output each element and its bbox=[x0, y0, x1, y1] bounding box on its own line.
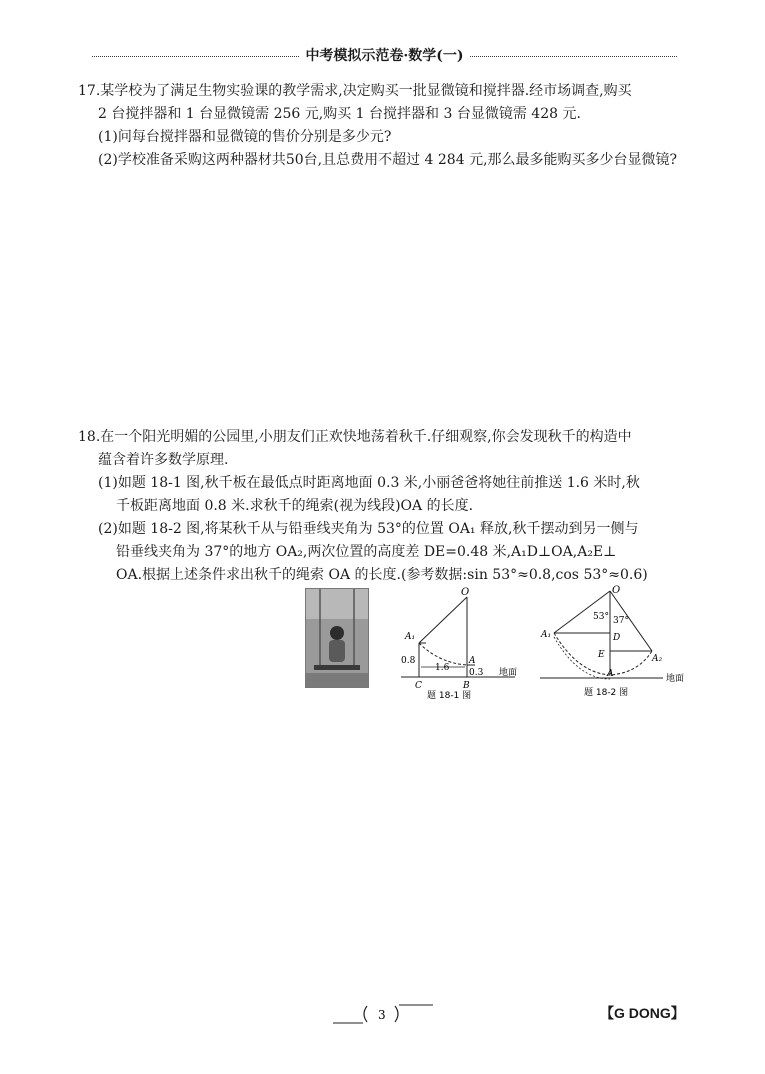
question-17 bbox=[78, 80, 698, 172]
figure-18-2 bbox=[538, 585, 700, 699]
q17-sub-2: (2)学校准备采购这两种器材共50台,且总费用不超过 4 284 元,那么最多能购买多少台显微镜? bbox=[98, 152, 678, 168]
header-dots-left bbox=[92, 56, 299, 57]
fig2-label-37: 37° bbox=[613, 616, 629, 626]
fig2-label-A1: A₁ bbox=[541, 630, 552, 640]
page-number bbox=[333, 1003, 433, 1025]
fig1-label-A1: A₁ bbox=[405, 632, 416, 642]
q18-sub-1-line-2: 千板距离地面 0.8 米.求秋千的绳索(视为线段)OA 的长度. bbox=[116, 498, 474, 514]
q18-line-2: 蕴含着许多数学原理. bbox=[98, 452, 229, 468]
fig1-label-ground: 地面 bbox=[499, 668, 518, 678]
q18-sub-2-line-3: OA.根据上述条件求出秋千的绳索 OA 的长度.(参考数据:sin 53°≈0.8,cos 53°≈0.6) bbox=[116, 567, 648, 583]
fig2-label-A: A bbox=[607, 669, 614, 679]
q18-sub-1-line-1: (1)如题 18-1 图,秋千板在最低点时距离地面 0.3 米,小丽爸爸将她往前推送 1.6 米时,秋 bbox=[98, 475, 640, 491]
q18-line-1: 18.在一个阳光明媚的公园里,小朋友们正欢快地荡着秋千.仔细观察,你会发现秋千的构造中 bbox=[78, 429, 632, 445]
swing-photo bbox=[305, 588, 369, 688]
fig1-label-B: B bbox=[463, 681, 470, 691]
header-title: 中考模拟示范卷·数学(一) bbox=[305, 48, 464, 64]
fig2-caption: 题 18-2 图 bbox=[584, 688, 629, 698]
fig1-label-16: 1.6 bbox=[435, 663, 450, 673]
q17-line-1: 17.某学校为了满足生物实验课的教学需求,决定购买一批显微镜和搅拌器.经市场调查,购买 bbox=[78, 83, 632, 99]
fig2-label-A2: A₂ bbox=[652, 654, 663, 664]
brand-mark: 【G DONG】 bbox=[600, 1005, 685, 1021]
q18-sub-2-line-2: 铅垂线夹角为 37°的地方 OA₂,两次位置的高度差 DE=0.48 米,A₁D⊥OA,A₂E⊥ bbox=[116, 544, 617, 560]
fig1-label-C: C bbox=[415, 681, 422, 691]
q18-sub-2-line-1: (2)如题 18-2 图,将某秋千从与铅垂线夹角为 53°的位置 OA₁ 释放,秋千摆动到另一侧与 bbox=[98, 521, 639, 537]
question-18 bbox=[78, 426, 698, 587]
fig2-label-E: E bbox=[598, 650, 605, 660]
header-dots-right bbox=[470, 56, 677, 57]
fig2-label-ground: 地面 bbox=[666, 674, 685, 684]
fig1-caption: 题 18-1 图 bbox=[427, 691, 472, 699]
fig2-label-53: 53° bbox=[593, 612, 609, 622]
q17-sub-1: (1)问每台搅拌器和显微镜的售价分别是多少元? bbox=[98, 129, 392, 145]
fig1-label-A: A bbox=[469, 656, 476, 666]
fig2-label-D: D bbox=[613, 633, 621, 643]
figures-row bbox=[300, 585, 700, 700]
fig1-label-08: 0.8 bbox=[401, 656, 416, 666]
fig1-label-O: O bbox=[461, 587, 470, 598]
q17-line-2: 2 台搅拌器和 1 台显微镜需 256 元,购买 1 台搅拌器和 3 台显微镜需 428 元. bbox=[98, 106, 581, 122]
page-number-text: 3 bbox=[378, 1008, 386, 1022]
fig1-label-03: 0.3 bbox=[469, 668, 484, 678]
page-header bbox=[92, 45, 677, 65]
fig2-label-O: O bbox=[612, 585, 621, 596]
figure-18-1 bbox=[395, 587, 525, 699]
